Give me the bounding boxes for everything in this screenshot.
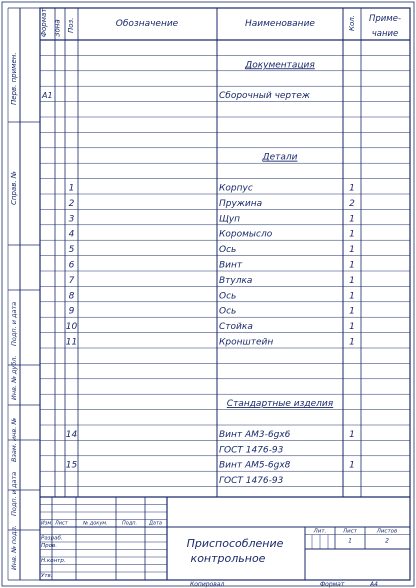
cell-section-heading: Детали [262,152,298,163]
cell-qty: 1 [349,306,355,317]
side-label-perv-primen: Перв. примен. [10,52,18,105]
cell-qty: 1 [349,291,355,302]
stamp-doc-no: № докум. [83,520,108,527]
cell-name: Пружина [219,198,263,209]
cell-pos: 11 [65,337,78,348]
side-label-podp-data-1: Подп. и дата [10,301,18,346]
cell-qty: 1 [349,322,355,333]
cell-qty: 1 [349,460,355,471]
header-pos: Поз. [67,17,75,33]
footer-format-value: А4 [370,581,378,588]
cell-pos: 14 [65,429,78,440]
cell-pos: 8 [68,291,75,302]
cell-name: Втулка [219,275,253,286]
cell-name: Ось [219,306,237,317]
cell-qty: 1 [349,214,355,225]
stamp-izm: Изм. [41,520,53,527]
stamp-prov: Пров. [41,543,57,549]
cell-pos: 9 [68,306,75,317]
stamp-list-label: Лист [343,528,357,535]
stamp-razrab: Разраб. [41,535,63,542]
cell-name: Ось [219,245,237,256]
stamp-listov-label: Листов [376,528,398,535]
cell-qty: 1 [349,275,355,286]
cell-name: Корпус [219,183,253,194]
footer-format-label: Формат [320,581,345,588]
stamp-lit: Лит. [313,528,327,535]
cell-section-heading: Документация [245,60,315,71]
stamp-title-1: Приспособление [186,537,284,550]
cell-pos: 1 [68,183,75,194]
cell-qty: 1 [349,260,355,271]
cell-pos: 6 [68,260,75,271]
stamp-n-kontr: Н.контр. [41,558,66,564]
cell-name: Кронштейн [219,337,274,348]
cell-pos: 10 [65,322,78,333]
stamp-list: Лист [55,520,68,527]
cell-name: Винт [219,260,243,271]
cell-qty: 1 [349,245,355,256]
header-name: Наименование [245,19,315,29]
cell-name: Ось [219,291,237,302]
side-label-inv-dubl: Инв. № дубл. [10,355,18,400]
stamp-listov-value: 2 [385,537,389,545]
cell-section-heading: Стандартные изделия [226,399,334,410]
stamp-data: Дата [149,520,162,527]
cell-qty: 1 [349,183,355,194]
header-note-2: чание [371,29,399,39]
cell-qty: 1 [349,429,355,440]
side-label-inv-podl: Инв. № подл. [10,525,18,570]
cell-qty: 1 [349,229,355,240]
cell-pos: 2 [68,198,75,209]
cell-qty: 2 [349,198,355,209]
cell-name: Сборочный чертеж [219,91,311,102]
side-label-vzam-inv: Взам. инв. № [10,417,18,462]
stamp-title-2: контрольное [190,552,266,565]
cell-name: Стойка [219,322,253,333]
header-format: Формат [40,8,48,37]
cell-pos: 4 [68,229,75,240]
header-note-1: Приме- [368,14,402,24]
stamp-podp: Подп. [122,520,138,527]
stamp-utv: Утв. [41,573,53,579]
header-qty: Кол. [348,15,356,31]
side-label-podp-data-2: Подп. и дата [10,471,18,516]
cell-format: А1 [42,91,53,101]
cell-name: Винт АМ3-6gх6 [219,429,291,440]
cell-name: ГОСТ 1476-93 [219,445,284,456]
cell-name: ГОСТ 1476-93 [219,476,284,487]
side-label-sprav-no: Справ. № [10,170,18,205]
cell-name: Щуп [219,214,241,225]
cell-qty: 1 [349,337,355,348]
header-zone: Зона [53,19,62,37]
header-designation: Обозначение [115,19,179,29]
cell-pos: 5 [68,245,75,256]
cell-pos: 15 [65,460,78,471]
cell-pos: 3 [68,214,75,225]
cell-pos: 7 [68,275,75,286]
cell-name: Коромысло [219,229,273,240]
stamp-list-value: 1 [348,537,352,545]
footer-copied: Копировал [190,581,225,588]
cell-name: Винт АМ5-6gх8 [219,460,291,471]
